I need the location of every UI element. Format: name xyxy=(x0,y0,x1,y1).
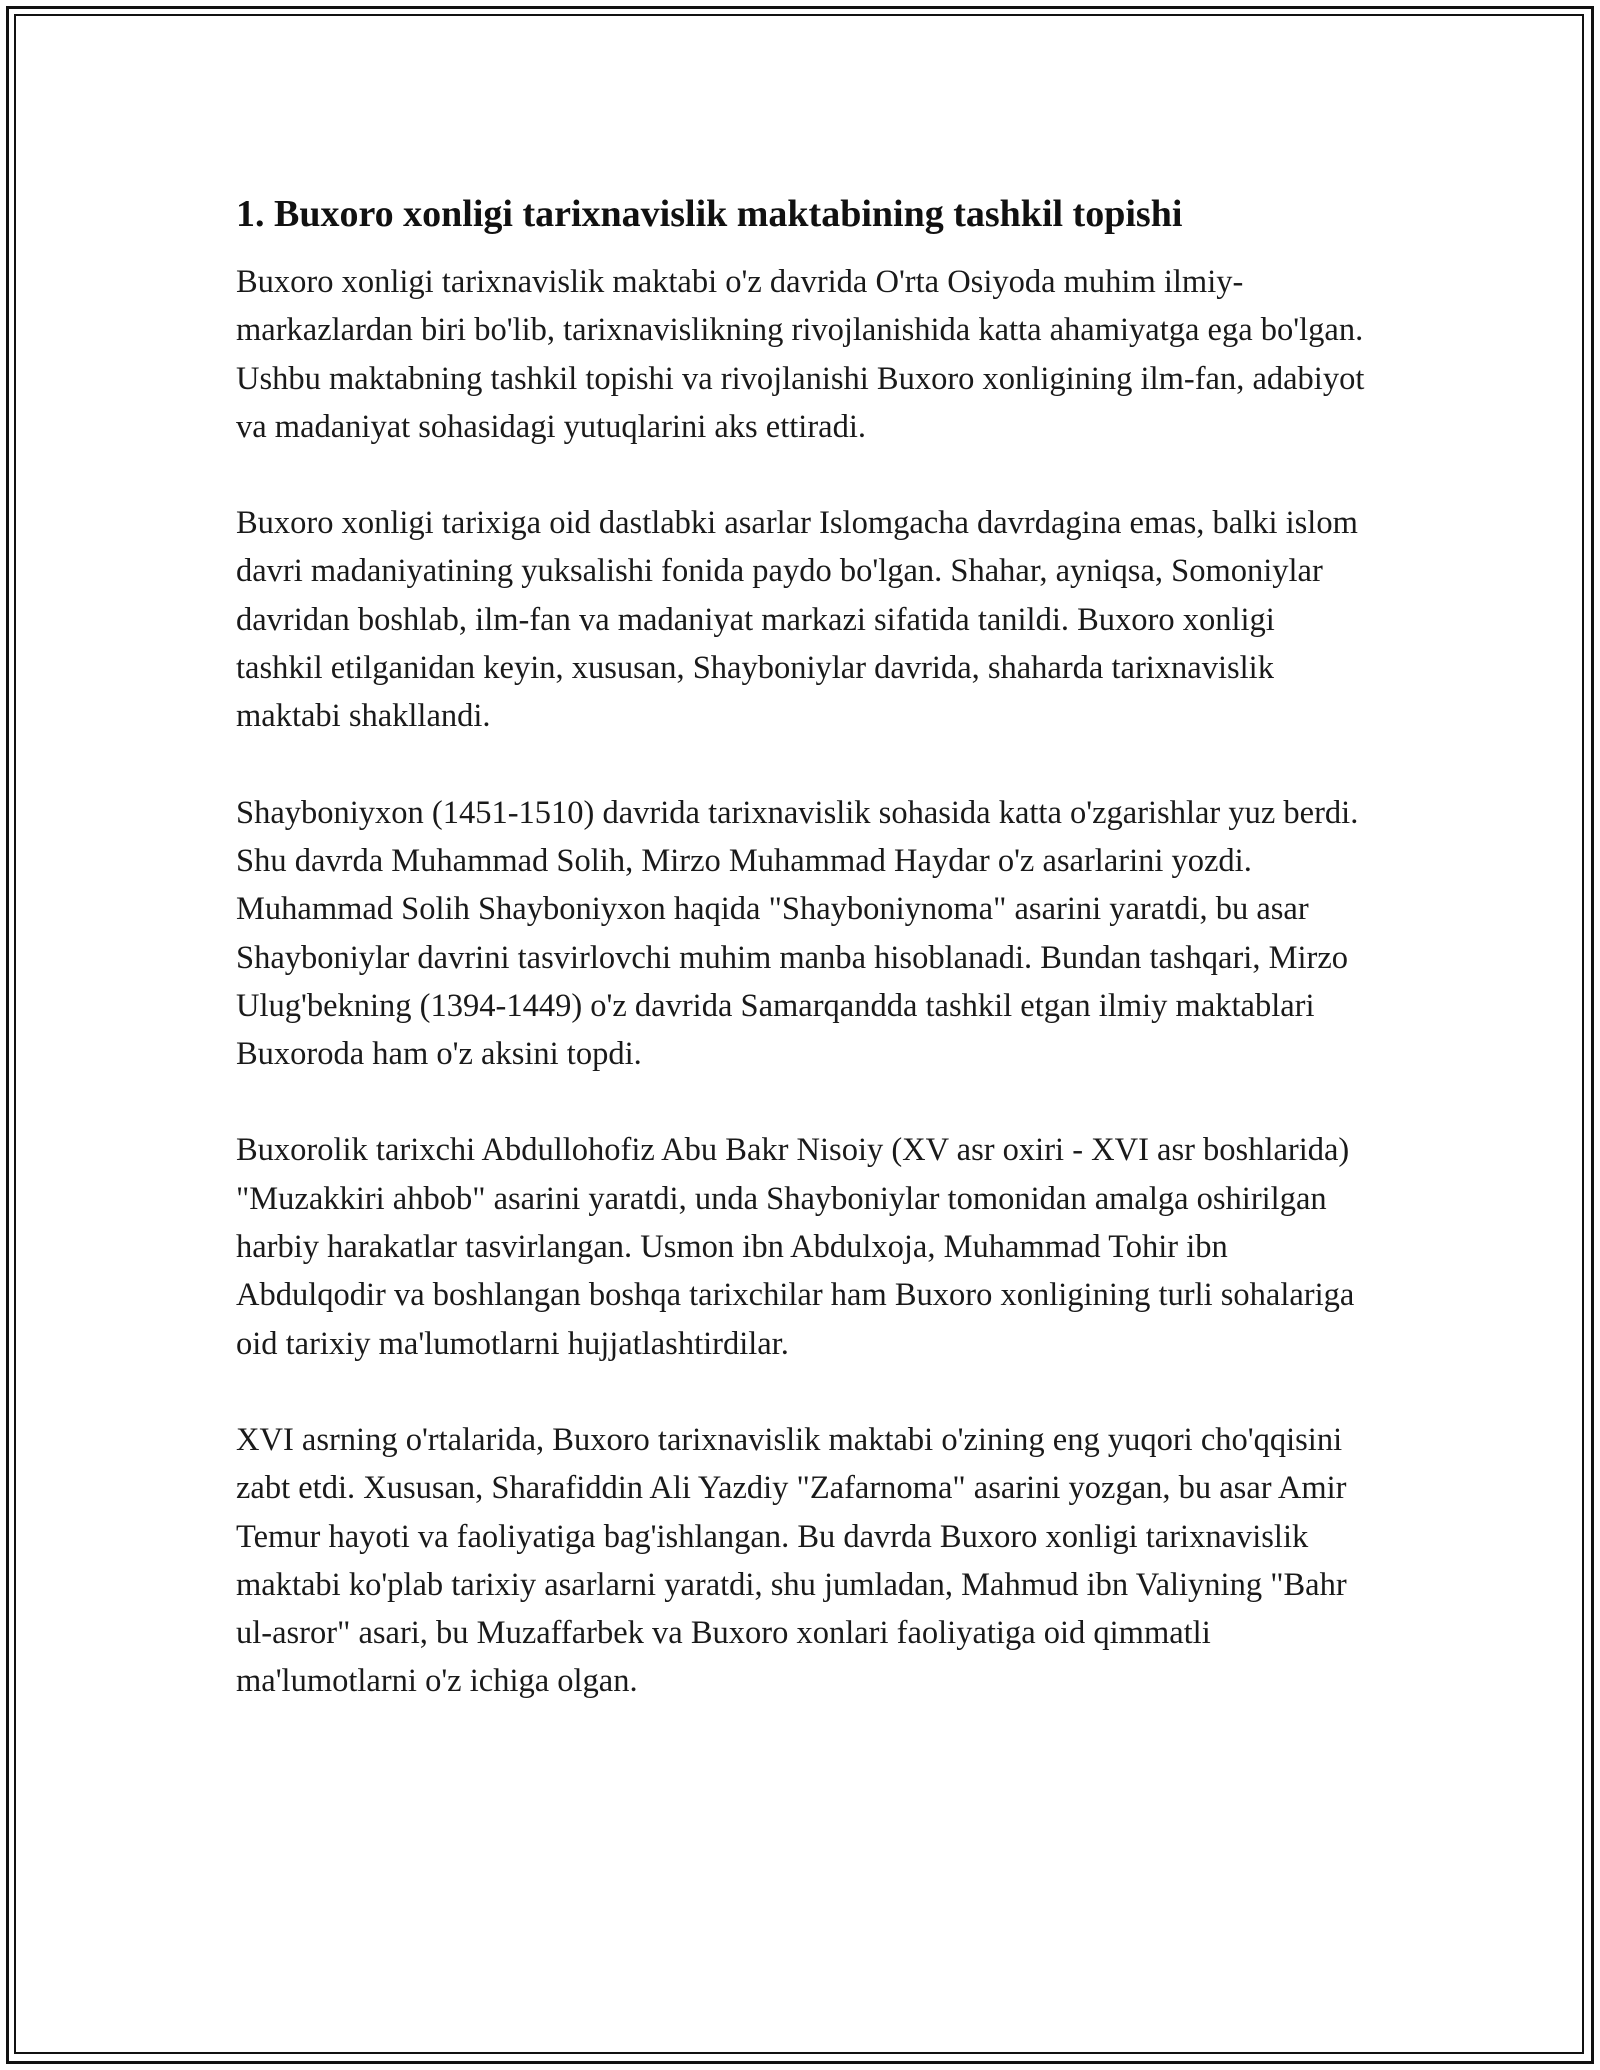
paragraph-2: Buxoro xonligi tarixiga oid dastlabki asarlar Islomgacha davrdagina emas, balki islom davri madaniyatining yuksalishi fonida paydo bo'lgan. Shahar, ayniqsa, Somoniylar davridan boshlab, ilm-fan va madaniyat markazi sifatida tanildi. Buxoro xonligi tashkil etilganidan keyin, xususan, Shayboniylar davrida, shaharda tarixnavislik maktabi shakllandi. xyxy=(236,505,1358,735)
paragraph-3: Shayboniyxon (1451-1510) davrida tarixnavislik sohasida katta o'zgarishlar yuz berdi. Shu davrda Muhammad Solih, Mirzo Muhammad Haydar o'z asarlarini yozdi. Muhammad Solih Shayboniyxon haqida "Shayboniynoma" asarini yaratdi, bu asar Shayboniylar davrini tasvirlovchi muhim manba hisoblanadi. Bundan tashqari, Mirzo Ulug'bekning (1394-1449) o'z davrida Samarqandda tashkil etgan ilmiy maktablari Buxoroda ham o'z aksini topdi. xyxy=(236,794,1359,1073)
paragraph-4: Buxorolik tarixchi Abdullohofiz Abu Bakr Nisoiy (XV asr oxiri - XVI asr boshlarida) "Muzakkiri ahbob" asarini yaratdi, unda Shayboniylar tomonidan amalga oshirilgan harbiy harakatlar tasvirlangan. Usmon ibn Abdulxoja, Muhammad Tohir ibn Abdulqodir va boshlangan boshqa tarixchilar ham Buxoro xonligining turli sohalariga oid tarixiy ma'lumotlarni hujjatlashtirdilar. xyxy=(236,1132,1355,1362)
document-body xyxy=(236,190,1366,1754)
paragraph-1: Buxoro xonligi tarixnavislik maktabi o'z davrida O'rta Osiyoda muhim ilmiy-markazlardan biri bo'lib, tarixnavislikning rivojlanishida katta ahamiyatga ega bo'lgan. Ushbu maktabning tashkil topishi va rivojlanishi Buxoro xonligining ilm-fan, adabiyot va madaniyat sohasidagi yutuqlarini aks ettiradi. xyxy=(236,264,1365,445)
section-title: 1. Buxoro xonligi tarixnavislik maktabining tashkil topishi xyxy=(236,193,1183,235)
paragraph-5: XVI asrning o'rtalarida, Buxoro tarixnavislik maktabi o'zining eng yuqori cho'qqisini zabt etdi. Xususan, Sharafiddin Ali Yazdiy "Zafarnoma" asarini yozgan, bu asar Amir Temur hayoti va faoliyatiga bag'ishlangan. Bu davrda Buxoro xonligi tarixnavislik maktabi ko'plab tarixiy asarlarni yaratdi, shu jumladan, Mahmud ibn Valiyning "Bahr ul-asror" asari, bu Muzaffarbek va Buxoro xonlari faoliyatiga oid qimmatli ma'lumotlarni o'z ichiga olgan. xyxy=(236,1421,1347,1700)
